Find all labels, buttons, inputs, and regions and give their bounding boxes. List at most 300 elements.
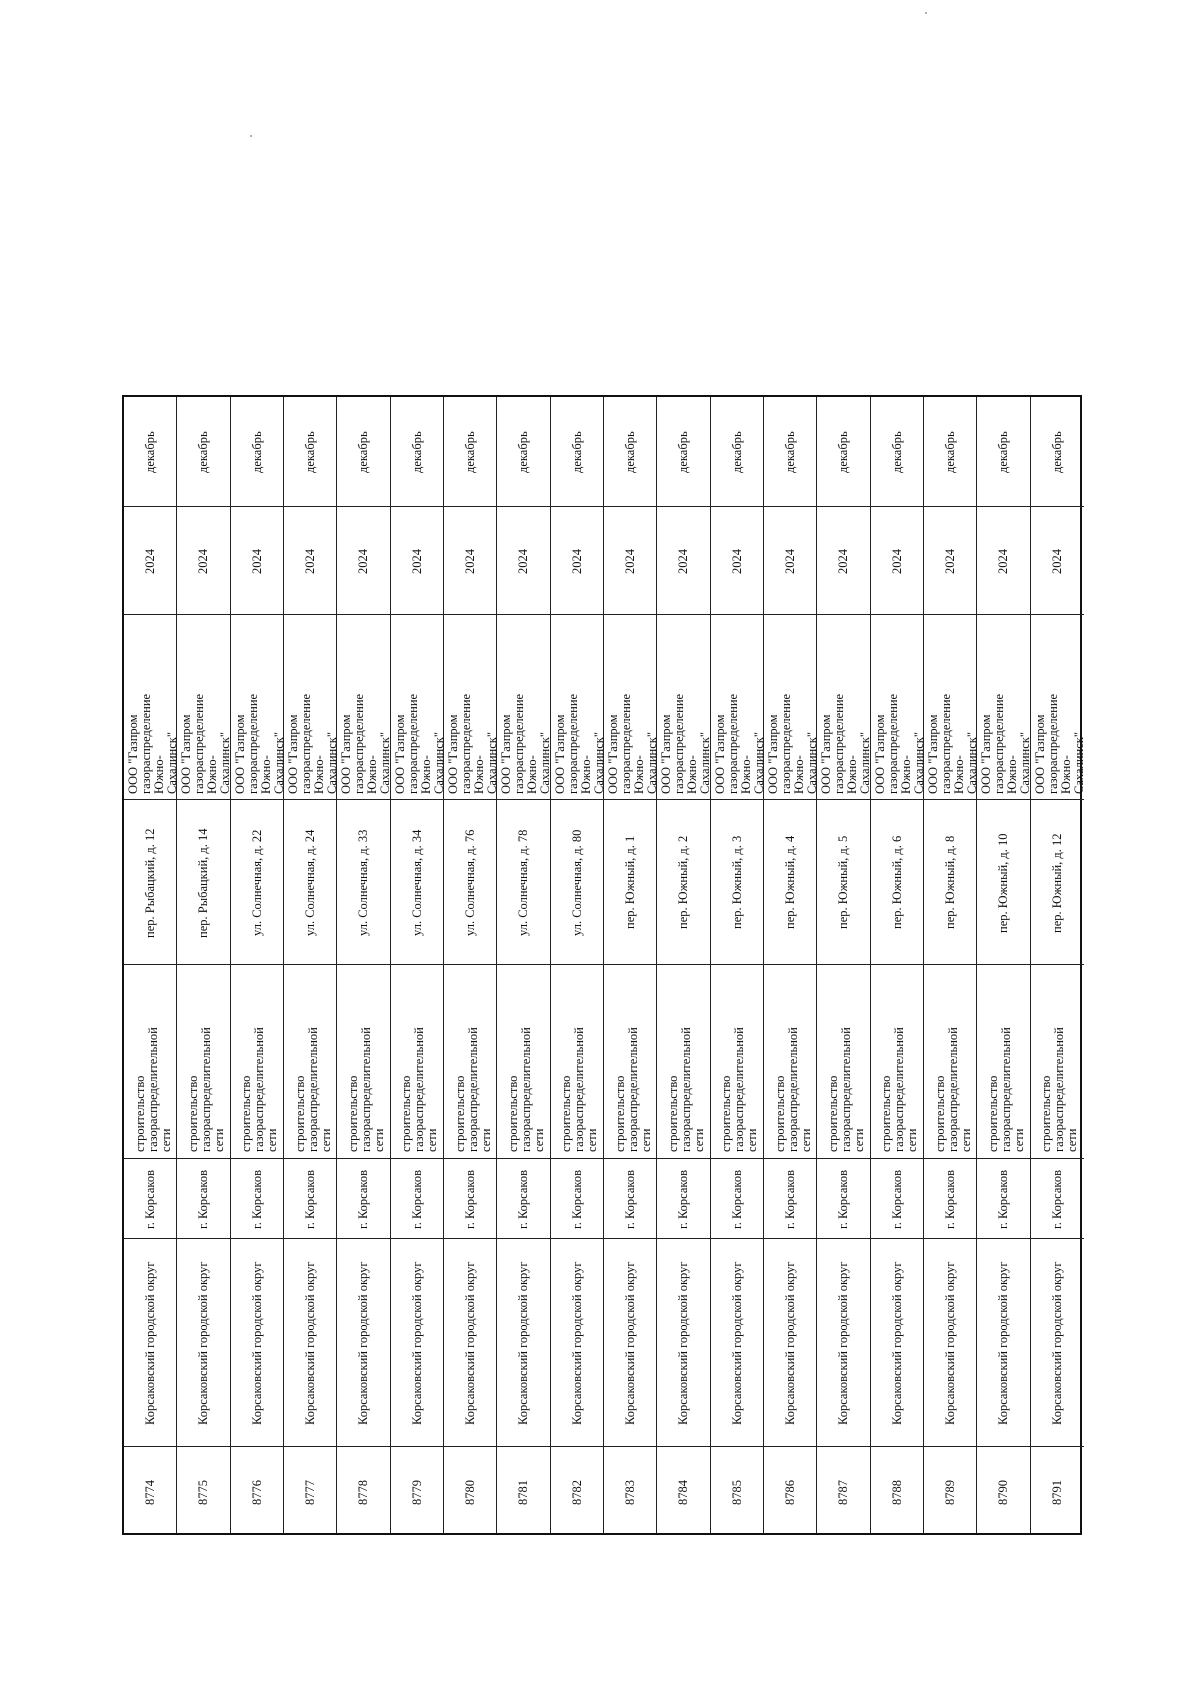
cell-organization-line: газораспределение Южно- [245, 693, 273, 794]
cell-address-text: ул. Солнечная, д. 22 [249, 829, 264, 936]
cell-year-text: 2024 [196, 548, 211, 574]
cell-month [337, 397, 389, 507]
cell-district-text: Корсаковский городской округ [943, 1261, 958, 1425]
cell-settlement-text: г. Корсаков [516, 1169, 531, 1229]
cell-settlement [711, 1159, 763, 1239]
table-row [1031, 397, 1084, 1533]
cell-organization-text [1034, 694, 1086, 794]
records-table [122, 395, 1086, 1535]
cell-address-text: пер. Южный, д. 1 [623, 835, 638, 929]
cell-district-text: Корсаковский городской округ [1049, 1261, 1064, 1425]
cell-work-type [124, 965, 176, 1159]
cell-organization-line: ООО "Газпром [126, 714, 141, 794]
cell-organization-text [714, 694, 766, 794]
cell-address-text: пер. Южный, д. 8 [943, 835, 958, 929]
cell-number [231, 1447, 283, 1537]
cell-organization-line: газораспределение Южно- [405, 693, 433, 794]
cell-work-type [1031, 965, 1084, 1159]
cell-organization-text [340, 694, 392, 794]
cell-organization [284, 615, 340, 800]
cell-number [871, 1447, 923, 1537]
cell-year [711, 507, 763, 615]
cell-organization [977, 615, 1033, 800]
cell-organization-line: ООО "Газпром [392, 714, 407, 794]
cell-year-text: 2024 [356, 548, 371, 574]
table-row [764, 397, 820, 1533]
cell-work-type [337, 965, 389, 1159]
cell-organization-line: газораспределение Южно- [885, 693, 913, 794]
cell-work-type-line: строительство [932, 1075, 947, 1153]
cell-number [764, 1447, 816, 1537]
cell-address-text: пер. Южный, д. 5 [836, 835, 851, 929]
cell-work-type-text [934, 1027, 973, 1152]
cell-district-text: Корсаковский городской округ [623, 1261, 638, 1425]
cell-work-type-text [560, 1027, 599, 1152]
cell-address [924, 800, 976, 965]
cell-year [177, 507, 229, 615]
cell-month [711, 397, 763, 507]
cell-address [497, 800, 549, 965]
cell-organization-line: газораспределение Южно- [939, 693, 967, 794]
cell-organization-line: Сахалинск" [538, 732, 553, 794]
cell-address-text: пер. Южный, д. 12 [1049, 832, 1064, 933]
cell-organization [497, 615, 553, 800]
cell-address [817, 800, 869, 965]
cell-number-text: 8774 [143, 1479, 158, 1505]
cell-number [1031, 1447, 1084, 1537]
cell-year-text: 2024 [676, 548, 691, 574]
cell-year-text: 2024 [836, 548, 851, 574]
cell-work-type-line: строительство [399, 1075, 414, 1153]
cell-month-text: декабрь [889, 431, 904, 473]
cell-number [551, 1447, 603, 1537]
cell-settlement [124, 1159, 176, 1239]
cell-settlement [764, 1159, 816, 1239]
cell-month [497, 397, 549, 507]
cell-year-text: 2024 [569, 548, 584, 574]
cell-work-type-line: газораспределительной сети [358, 1027, 386, 1153]
cell-month-text: декабрь [249, 431, 264, 473]
cell-organization-text [927, 694, 979, 794]
cell-address-text: пер. Южный, д. 3 [729, 835, 744, 929]
cell-year [444, 507, 496, 615]
cell-district-text: Корсаковский городской округ [836, 1261, 851, 1425]
cell-year [604, 507, 656, 615]
cell-organization-line: Сахалинск" [1071, 732, 1086, 794]
cell-month-text: декабрь [463, 431, 478, 473]
cell-year [1031, 507, 1084, 615]
cell-district-text: Корсаковский городской округ [729, 1261, 744, 1425]
cell-year-text: 2024 [143, 548, 158, 574]
cell-address [1031, 800, 1084, 965]
cell-work-type-line: газораспределительной сети [732, 1027, 760, 1153]
cell-work-type-text [134, 1027, 173, 1152]
cell-organization-line: газораспределение Южно- [352, 693, 380, 794]
cell-number [124, 1447, 176, 1537]
cell-district [871, 1239, 923, 1447]
cell-address-text: ул. Солнечная, д. 80 [569, 829, 584, 936]
cell-district-text: Корсаковский городской округ [409, 1261, 424, 1425]
cell-work-type-line: строительство [452, 1075, 467, 1153]
cell-month [391, 397, 443, 507]
cell-year [337, 507, 389, 615]
cell-work-type-line: строительство [185, 1075, 200, 1153]
cell-organization-line: газораспределение Южно- [192, 693, 220, 794]
cell-work-type-line: газораспределительной сети [785, 1027, 813, 1153]
cell-work-type-line: газораспределительной сети [838, 1027, 866, 1153]
cell-work-type-line: газораспределительной сети [465, 1027, 493, 1153]
cell-organization [604, 615, 660, 800]
cell-year [551, 507, 603, 615]
cell-work-type [977, 965, 1029, 1159]
cell-work-type-text [347, 1027, 386, 1152]
cell-year [391, 507, 443, 615]
table-row [177, 397, 233, 1533]
cell-work-type-line: газораспределительной сети [198, 1027, 226, 1153]
cell-organization [871, 615, 926, 800]
cell-organization-line: ООО "Газпром [1032, 714, 1047, 794]
cell-work-type-text [240, 1027, 279, 1152]
cell-settlement [444, 1159, 496, 1239]
cell-number-text: 8777 [303, 1479, 318, 1505]
cell-work-type [551, 965, 603, 1159]
cell-work-type-text [720, 1027, 759, 1152]
cell-year [657, 507, 709, 615]
table-row [977, 397, 1033, 1533]
cell-address-text: пер. Южный, д. 10 [996, 832, 1011, 933]
cell-district [604, 1239, 656, 1447]
cell-district-text: Корсаковский городской округ [516, 1261, 531, 1425]
cell-district-text: Корсаковский городской округ [249, 1261, 264, 1425]
cell-number [284, 1447, 336, 1537]
cell-organization-text [660, 694, 712, 794]
cell-address [871, 800, 923, 965]
cell-number-text: 8786 [783, 1479, 798, 1505]
cell-organization [1031, 615, 1084, 800]
cell-district [231, 1239, 283, 1447]
cell-organization-line: ООО "Газпром [659, 714, 674, 794]
cell-work-type-line: газораспределительной сети [518, 1027, 546, 1153]
cell-number-text: 8788 [889, 1479, 904, 1505]
cell-work-type-line: строительство [1039, 1075, 1054, 1153]
cell-organization-text [447, 694, 499, 794]
cell-organization-line: газораспределение Южно- [619, 693, 647, 794]
cell-address-text: ул. Солнечная, д. 34 [409, 829, 424, 936]
cell-work-type [657, 965, 709, 1159]
cell-organization [551, 615, 606, 800]
cell-number-text: 8779 [409, 1479, 424, 1505]
cell-organization-text [180, 694, 232, 794]
cell-organization-line: газораспределение Южно- [299, 693, 327, 794]
cell-number-text: 8789 [943, 1479, 958, 1505]
cell-organization-line: газораспределение Южно- [992, 693, 1020, 794]
cell-settlement [231, 1159, 283, 1239]
cell-district-text: Корсаковский городской округ [356, 1261, 371, 1425]
cell-organization-line: Сахалинск" [858, 732, 873, 794]
cell-organization [817, 615, 873, 800]
cell-month [1031, 397, 1084, 507]
cell-district [711, 1239, 763, 1447]
cell-work-type-line: газораспределительной сети [678, 1027, 706, 1153]
cell-organization-line: ООО "Газпром [979, 714, 994, 794]
cell-settlement-text: г. Корсаков [463, 1169, 478, 1229]
cell-number-text: 8783 [623, 1479, 638, 1505]
cell-address-text: пер. Рыбацкий, д. 12 [143, 828, 158, 938]
cell-organization-line: ООО "Газпром [286, 714, 301, 794]
table-row [284, 397, 340, 1533]
cell-settlement-text: г. Корсаков [836, 1169, 851, 1229]
cell-work-type-line: газораспределительной сети [305, 1027, 333, 1153]
cell-organization-text [127, 694, 179, 794]
cell-month-text: декабрь [836, 431, 851, 473]
table-row [444, 397, 500, 1533]
cell-work-type-text [1040, 1027, 1079, 1152]
cell-year-text: 2024 [783, 548, 798, 574]
cell-district-text: Корсаковский городской округ [996, 1261, 1011, 1425]
cell-month-text: декабрь [569, 431, 584, 473]
cell-organization-line: ООО "Газпром [712, 714, 727, 794]
cell-district [444, 1239, 496, 1447]
cell-address [711, 800, 763, 965]
cell-year [977, 507, 1029, 615]
cell-organization-line: газораспределение Южно- [672, 693, 700, 794]
cell-district-text: Корсаковский городской округ [143, 1261, 158, 1425]
cell-month [764, 397, 816, 507]
cell-month [657, 397, 709, 507]
cell-organization-line: газораспределение Южно- [512, 693, 540, 794]
cell-month [177, 397, 229, 507]
cell-settlement [604, 1159, 656, 1239]
cell-organization-text [607, 694, 659, 794]
cell-organization-line: Сахалинск" [698, 732, 713, 794]
cell-work-type [711, 965, 763, 1159]
cell-organization-text [287, 694, 339, 794]
cell-work-type-text [987, 1027, 1026, 1152]
cell-district [284, 1239, 336, 1447]
cell-settlement [391, 1159, 443, 1239]
table-row [124, 397, 180, 1533]
cell-work-type-text [454, 1027, 493, 1152]
cell-work-type-line: строительство [825, 1075, 840, 1153]
cell-settlement [177, 1159, 229, 1239]
cell-year [284, 507, 336, 615]
cell-organization-line: Сахалинск" [165, 732, 180, 794]
cell-organization-line: газораспределение Южно- [565, 693, 593, 794]
cell-number [497, 1447, 549, 1537]
cell-month-text: декабрь [943, 431, 958, 473]
cell-organization [391, 615, 446, 800]
cell-settlement [924, 1159, 976, 1239]
cell-year-text: 2024 [996, 548, 1011, 574]
cell-organization-line: ООО "Газпром [446, 714, 461, 794]
cell-organization [177, 615, 233, 800]
cell-work-type-line: строительство [345, 1075, 360, 1153]
table-row [711, 397, 764, 1533]
cell-number-text: 8787 [836, 1479, 851, 1505]
cell-address [124, 800, 176, 965]
cell-settlement [497, 1159, 549, 1239]
cell-work-type [817, 965, 869, 1159]
cell-year-text: 2024 [249, 548, 264, 574]
cell-year-text: 2024 [463, 548, 478, 574]
cell-number [337, 1447, 389, 1537]
cell-address-text: пер. Рыбацкий, д. 14 [196, 828, 211, 938]
cell-work-type [924, 965, 976, 1159]
cell-organization-line: газораспределение Южно- [459, 693, 487, 794]
cell-work-type-line: строительство [505, 1075, 520, 1153]
cell-month [551, 397, 603, 507]
cell-number [604, 1447, 656, 1537]
scan-speck [925, 12, 927, 14]
cell-district-text: Корсаковский городской округ [463, 1261, 478, 1425]
cell-month [924, 397, 976, 507]
cell-work-type [391, 965, 443, 1159]
cell-work-type-line: газораспределительной сети [252, 1027, 280, 1153]
cell-organization-line: газораспределение Южно- [779, 693, 807, 794]
cell-number [924, 1447, 976, 1537]
cell-settlement [1031, 1159, 1084, 1239]
cell-work-type-line: строительство [665, 1075, 680, 1153]
cell-month-text: декабрь [516, 431, 531, 473]
cell-organization-line: ООО "Газпром [819, 714, 834, 794]
cell-district [764, 1239, 816, 1447]
cell-month-text: декабрь [996, 431, 1011, 473]
cell-address [444, 800, 496, 965]
cell-number-text: 8791 [1049, 1479, 1064, 1505]
cell-organization [657, 615, 713, 800]
cell-work-type-line: газораспределительной сети [145, 1027, 173, 1153]
cell-address-text: ул. Солнечная, д. 78 [516, 829, 531, 936]
cell-month-text: декабрь [729, 431, 744, 473]
cell-organization-line: Сахалинск" [325, 732, 340, 794]
cell-address [391, 800, 443, 965]
cell-number-text: 8784 [676, 1479, 691, 1505]
cell-work-type-text [294, 1027, 333, 1152]
cell-organization-line: Сахалинск" [911, 732, 926, 794]
cell-month [284, 397, 336, 507]
cell-number [177, 1447, 229, 1537]
cell-year-text: 2024 [729, 548, 744, 574]
cell-settlement-text: г. Корсаков [1049, 1169, 1064, 1229]
cell-organization [124, 615, 180, 800]
cell-month [124, 397, 176, 507]
cell-district-text: Корсаковский городской округ [676, 1261, 691, 1425]
cell-organization [924, 615, 980, 800]
cell-organization-text [554, 694, 606, 794]
cell-address [764, 800, 816, 965]
cell-number [391, 1447, 443, 1537]
cell-address [337, 800, 389, 965]
cell-address [551, 800, 603, 965]
cell-number [444, 1447, 496, 1537]
cell-month-text: декабрь [196, 431, 211, 473]
cell-year [231, 507, 283, 615]
cell-settlement-text: г. Корсаков [303, 1169, 318, 1229]
cell-month [871, 397, 923, 507]
cell-organization-line: газораспределение Южно- [1045, 693, 1073, 794]
cell-work-type [444, 965, 496, 1159]
cell-organization-line: Сахалинск" [485, 732, 500, 794]
cell-district-text: Корсаковский городской округ [196, 1261, 211, 1425]
cell-organization-line: ООО "Газпром [606, 714, 621, 794]
cell-work-type-line: строительство [239, 1075, 254, 1153]
cell-organization [711, 615, 766, 800]
cell-address [231, 800, 283, 965]
cell-organization [444, 615, 500, 800]
cell-organization-text [767, 694, 819, 794]
cell-address [604, 800, 656, 965]
cell-month-text: декабрь [1049, 431, 1064, 473]
cell-district [657, 1239, 709, 1447]
cell-organization [231, 615, 286, 800]
cell-organization-line: Сахалинск" [431, 732, 446, 794]
cell-work-type-line: строительство [132, 1075, 147, 1153]
cell-month-text: декабрь [356, 431, 371, 473]
cell-organization-line: Сахалинск" [378, 732, 393, 794]
cell-work-type-line: строительство [772, 1075, 787, 1153]
cell-number-text: 8785 [729, 1479, 744, 1505]
cell-year [871, 507, 923, 615]
cell-year-text: 2024 [1049, 548, 1064, 574]
cell-district-text: Корсаковский городской округ [303, 1261, 318, 1425]
cell-address [177, 800, 229, 965]
cell-settlement-text: г. Корсаков [143, 1169, 158, 1229]
cell-work-type-line: газораспределительной сети [998, 1027, 1026, 1153]
table-row [391, 397, 444, 1533]
cell-settlement-text: г. Корсаков [729, 1169, 744, 1229]
cell-organization-line: Сахалинск" [1018, 732, 1033, 794]
cell-organization-line: газораспределение Южно- [725, 693, 753, 794]
cell-district [124, 1239, 176, 1447]
cell-work-type-text [507, 1027, 546, 1152]
cell-address [657, 800, 709, 965]
cell-month [977, 397, 1029, 507]
cell-organization-text [394, 694, 446, 794]
cell-settlement [284, 1159, 336, 1239]
cell-month [817, 397, 869, 507]
cell-organization-line: газораспределение Южно- [139, 693, 167, 794]
cell-organization [764, 615, 820, 800]
cell-year-text: 2024 [303, 548, 318, 574]
cell-work-type-line: газораспределительной сети [1052, 1027, 1080, 1153]
cell-year [817, 507, 869, 615]
cell-number [657, 1447, 709, 1537]
cell-district [817, 1239, 869, 1447]
cell-organization-line: Сахалинск" [218, 732, 233, 794]
cell-work-type-text [187, 1027, 226, 1152]
cell-organization-line: Сахалинск" [805, 732, 820, 794]
cell-organization-line: ООО "Газпром [499, 714, 514, 794]
cell-organization-line: Сахалинск" [591, 732, 606, 794]
cell-work-type-line: газораспределительной сети [572, 1027, 600, 1153]
cell-organization-line: ООО "Газпром [766, 714, 781, 794]
cell-work-type [871, 965, 923, 1159]
cell-month-text: декабрь [303, 431, 318, 473]
cell-year [497, 507, 549, 615]
cell-number-text: 8790 [996, 1479, 1011, 1505]
cell-organization-line: Сахалинск" [271, 732, 286, 794]
cell-year [924, 507, 976, 615]
cell-number-text: 8776 [249, 1479, 264, 1505]
cell-organization-text [820, 694, 872, 794]
cell-settlement-text: г. Корсаков [676, 1169, 691, 1229]
cell-organization-text [500, 694, 552, 794]
cell-month [231, 397, 283, 507]
cell-work-type-text [827, 1027, 866, 1152]
cell-settlement-text: г. Корсаков [249, 1169, 264, 1229]
cell-work-type-line: газораспределительной сети [625, 1027, 653, 1153]
cell-organization-line: ООО "Газпром [552, 714, 567, 794]
